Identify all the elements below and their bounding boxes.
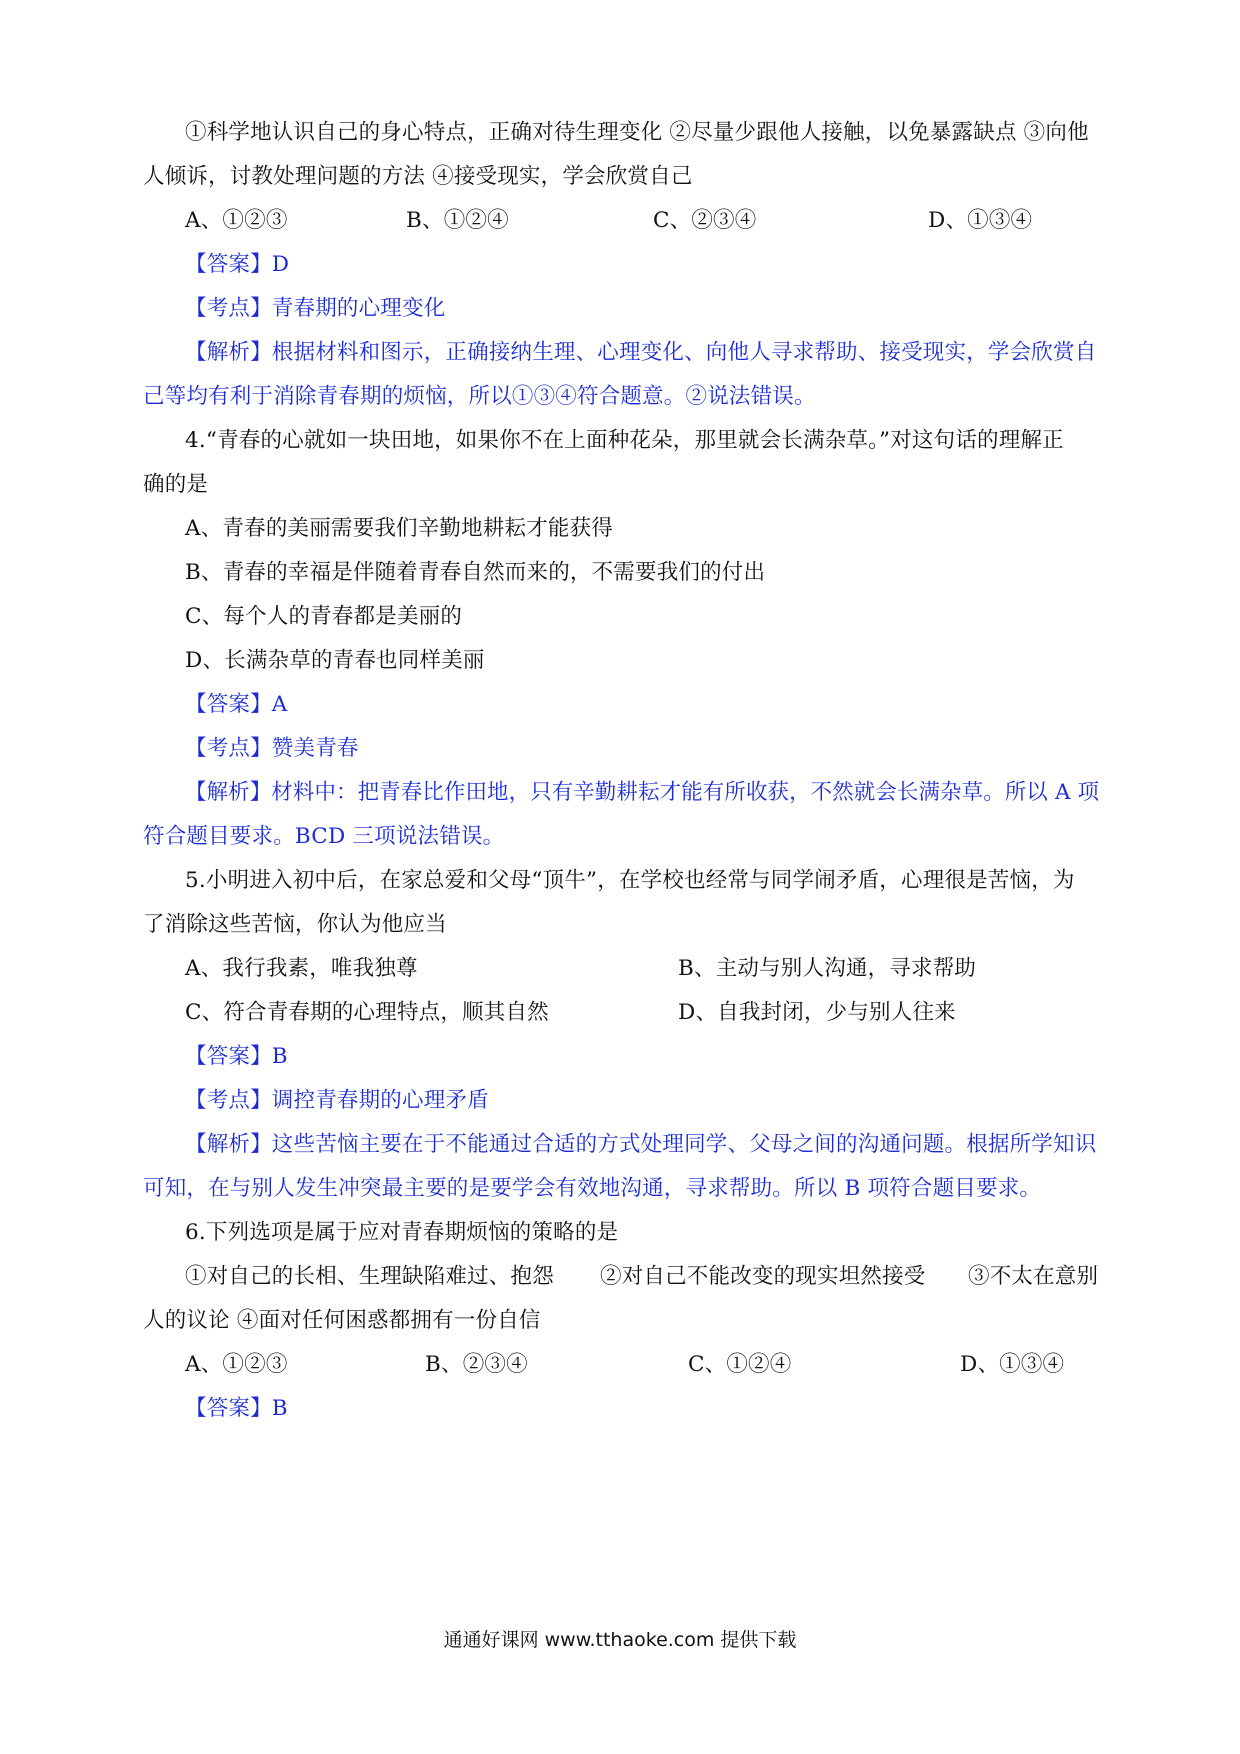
q3-statement-line2: 人倾诉，讨教处理问题的方法 ④接受现实，学会欣赏自己 bbox=[143, 164, 693, 189]
q6-answer: 【答案】B bbox=[185, 1396, 288, 1421]
q6-statement-line2: 人的议论 ④面对任何困惑都拥有一份自信 bbox=[143, 1308, 541, 1333]
q3-option-a: A、①②③ bbox=[185, 208, 288, 233]
q5-option-c: C、符合青春期的心理特点，顺其自然 bbox=[185, 1000, 549, 1025]
q6-statement-item2: ②对自己不能改变的现实坦然接受 bbox=[600, 1264, 926, 1289]
q5-stem-line2: 了消除这些苦恼，你认为他应当 bbox=[143, 912, 447, 937]
q4-stem-line1: 4.“青春的心就如一块田地，如果你不在上面种花朵，那里就会长满杂草。”对这句话的理解正 bbox=[185, 428, 1064, 453]
q6-option-d: D、①③④ bbox=[960, 1352, 1065, 1377]
q3-answer: 【答案】D bbox=[185, 252, 290, 277]
q5-option-d: D、自我封闭，少与别人往来 bbox=[678, 1000, 956, 1025]
q3-option-b: B、①②④ bbox=[406, 208, 509, 233]
q5-analysis-line1: 【解析】这些苦恼主要在于不能通过合适的方式处理同学、父母之间的沟通问题。根据所学知识 bbox=[185, 1132, 1097, 1157]
q5-option-b: B、主动与别人沟通，寻求帮助 bbox=[678, 956, 977, 981]
q3-option-c: C、②③④ bbox=[653, 208, 757, 233]
q4-answer: 【答案】A bbox=[185, 692, 288, 717]
q5-option-a: A、我行我素，唯我独尊 bbox=[185, 956, 418, 981]
q6-option-c: C、①②④ bbox=[688, 1352, 792, 1377]
q5-topic: 【考点】调控青春期的心理矛盾 bbox=[185, 1088, 489, 1113]
q4-topic: 【考点】赞美青春 bbox=[185, 736, 359, 761]
q3-statement-line1: ①科学地认识自己的身心特点，正确对待生理变化 ②尽量少跟他人接触，以免暴露缺点 ③向他 bbox=[185, 120, 1089, 145]
q6-statement-item1: ①对自己的长相、生理缺陷难过、抱怨 bbox=[185, 1264, 554, 1289]
q5-stem-line1: 5.小明进入初中后，在家总爱和父母“顶牛”，在学校也经常与同学闹矛盾，心理很是苦恼，为 bbox=[185, 868, 1075, 893]
q4-stem-line2: 确的是 bbox=[143, 472, 209, 497]
q4-option-d: D、长满杂草的青春也同样美丽 bbox=[185, 648, 485, 673]
q4-option-a: A、青春的美丽需要我们辛勤地耕耘才能获得 bbox=[185, 516, 614, 541]
q3-analysis-line1: 【解析】根据材料和图示，正确接纳生理、心理变化、向他人寻求帮助、接受现实，学会欣赏自 bbox=[185, 340, 1097, 365]
q6-stem: 6.下列选项是属于应对青春期烦恼的策略的是 bbox=[185, 1220, 619, 1245]
q3-analysis-line2: 己等均有利于消除青春期的烦恼，所以①③④符合题意。②说法错误。 bbox=[143, 384, 816, 409]
q6-option-a: A、①②③ bbox=[185, 1352, 288, 1377]
q3-option-d: D、①③④ bbox=[928, 208, 1033, 233]
q4-option-c: C、每个人的青春都是美丽的 bbox=[185, 604, 463, 629]
q4-analysis-line1: 【解析】材料中：把青春比作田地，只有辛勤耕耘才能有所收获，不然就会长满杂草。所以 A 项 bbox=[185, 780, 1100, 805]
q4-option-b: B、青春的幸福是伴随着青春自然而来的，不需要我们的付出 bbox=[185, 560, 766, 585]
q5-analysis-line2: 可知，在与别人发生冲突最主要的是要学会有效地沟通，寻求帮助。所以 B 项符合题目要求。 bbox=[143, 1176, 1042, 1201]
q6-statement-item3: ③不太在意别 bbox=[968, 1264, 1099, 1289]
q5-answer: 【答案】B bbox=[185, 1044, 288, 1069]
page-footer: 通通好课网 www.tthaoke.com 提供下载 bbox=[443, 1629, 797, 1651]
q4-analysis-line2: 符合题目要求。BCD 三项说法错误。 bbox=[143, 824, 505, 849]
q3-topic: 【考点】青春期的心理变化 bbox=[185, 296, 446, 321]
q6-option-b: B、②③④ bbox=[425, 1352, 528, 1377]
